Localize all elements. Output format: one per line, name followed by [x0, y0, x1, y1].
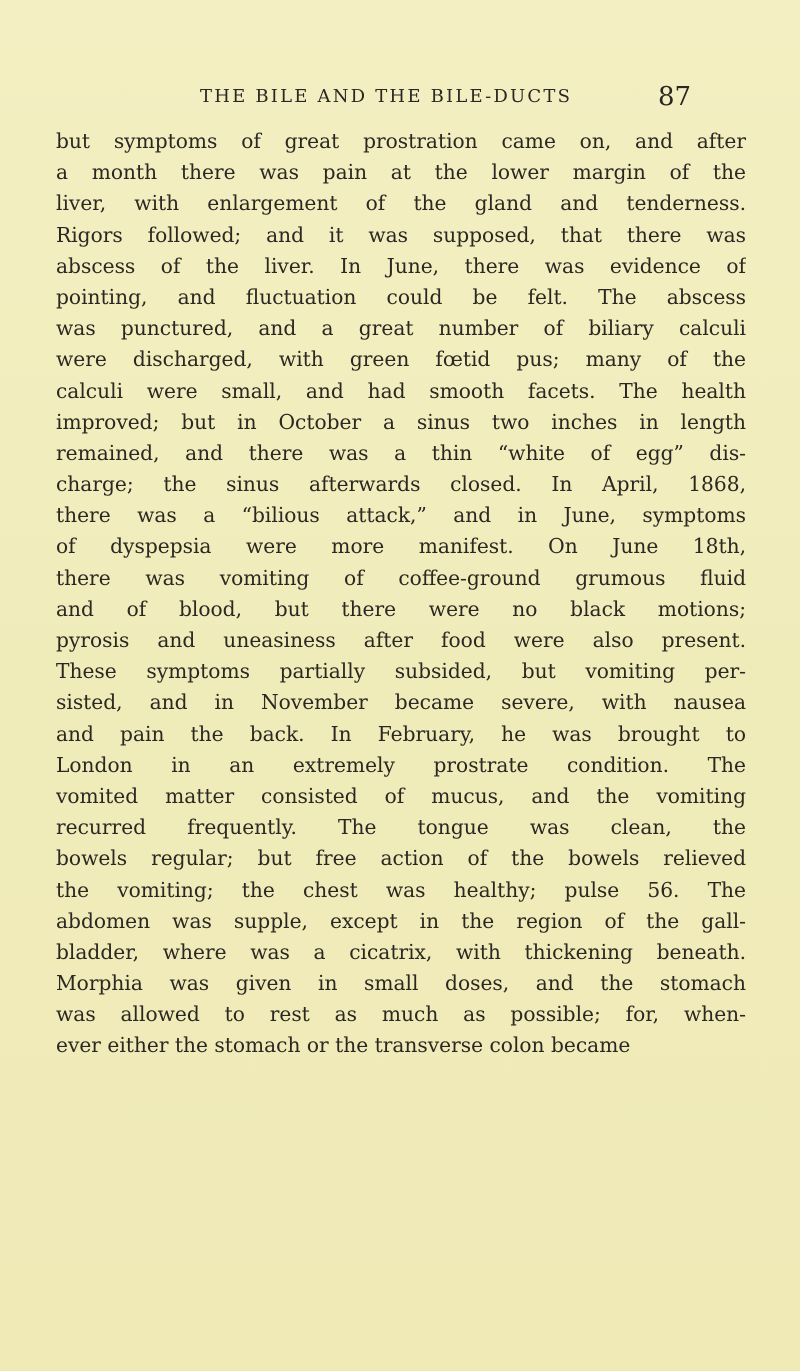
text-line: bowels regular; but free action of the bowels relieved: [56, 846, 746, 871]
text-line: the vomiting; the chest was healthy; pulse 56. The: [56, 877, 746, 902]
text-line: Morphia was given in small doses, and the stomach: [56, 971, 746, 996]
text-line: liver, with enlargement of the gland and tenderness.: [56, 191, 746, 216]
text-line: London in an extremely prostrate condition. The: [56, 752, 746, 777]
text-line: there was a “bilious attack,” and in June, symptoms: [56, 503, 746, 528]
text-line: improved; but in October a sinus two inches in length: [56, 409, 746, 434]
text-line: but symptoms of great prostration came on, and after: [56, 129, 746, 153]
text-line: of dyspepsia were more manifest. On June 18th,: [56, 534, 746, 559]
text-line: ever either the stomach or the transverse colon became: [56, 1033, 631, 1058]
text-line: recurred frequently. The tongue was clean, the: [56, 815, 746, 840]
text-line: abscess of the liver. In June, there was evidence of: [56, 253, 746, 278]
text-line: were discharged, with green fœtid pus; many of the: [56, 347, 746, 372]
text-line: These symptoms partially subsided, but vomiting per-: [56, 659, 746, 684]
text-line: calculi were small, and had smooth facets. The health: [56, 378, 746, 403]
running-head: [0, 82, 800, 112]
text-line: and of blood, but there were no black motions;: [56, 596, 746, 621]
text-line: there was vomiting of coffee-ground grumous fluid: [56, 565, 746, 590]
page-number: 87: [658, 82, 692, 112]
text-line: sisted, and in November became severe, with nausea: [56, 690, 746, 715]
text-line: bladder, where was a cicatrix, with thickening beneath.: [56, 939, 746, 964]
text-line: remained, and there was a thin “white of egg” dis-: [56, 440, 746, 465]
text-line: a month there was pain at the lower margin of the: [56, 160, 746, 185]
text-line: vomited matter consisted of mucus, and the vomiting: [56, 783, 746, 808]
text-line: Rigors followed; and it was supposed, that there was: [56, 222, 746, 247]
body-text: [56, 126, 746, 1062]
text-line: was allowed to rest as much as possible; for, when-: [56, 1002, 746, 1027]
text-line: pointing, and fluctuation could be felt. The abscess: [56, 284, 746, 309]
text-line: charge; the sinus afterwards closed. In April, 1868,: [56, 472, 746, 497]
text-line: was punctured, and a great number of biliary calculi: [56, 316, 746, 341]
running-title: THE BILE AND THE BILE-DUCTS: [200, 86, 573, 107]
text-line: and pain the back. In February, he was brought to: [56, 721, 746, 746]
text-line: pyrosis and uneasiness after food were also present.: [56, 628, 746, 652]
text-line: abdomen was supple, except in the region of the gall-: [56, 908, 746, 933]
